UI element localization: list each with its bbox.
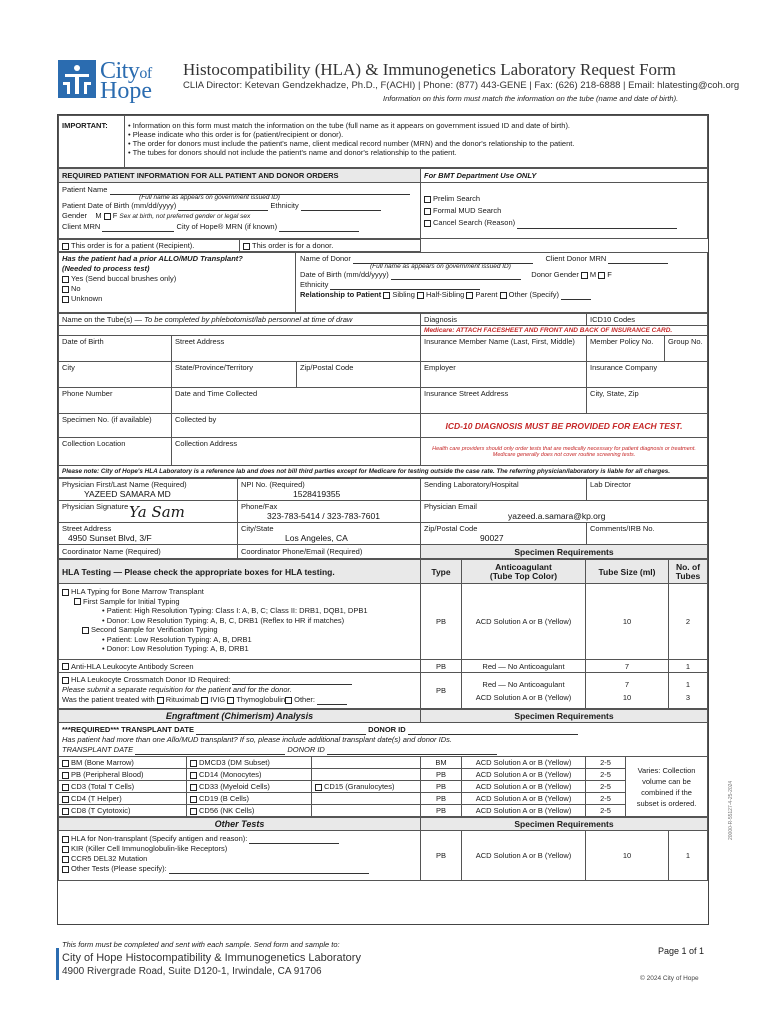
name-on-tube-label: Name on the Tube(s) bbox=[62, 315, 133, 324]
anti-anticoag: Red — No Anticoagulant bbox=[462, 660, 586, 673]
cross-type: PB bbox=[421, 673, 462, 709]
rituximab-checkbox[interactable] bbox=[157, 697, 164, 704]
transplant-yes-checkbox[interactable] bbox=[62, 276, 69, 283]
thymo-checkbox[interactable] bbox=[227, 697, 234, 704]
coh-mrn-label: City of Hope® MRN (if known) bbox=[176, 222, 278, 231]
engraft-type: BM bbox=[421, 757, 462, 769]
other-tests-section bbox=[58, 817, 708, 881]
insurance-company-label[interactable]: Insurance Company bbox=[587, 362, 708, 388]
footer-address: 4900 Rivergrade Road, Suite D120-1, Irwindale, CA 91706 bbox=[62, 966, 322, 977]
sending-lab-label[interactable]: Sending Laboratory/Hospital bbox=[421, 479, 587, 501]
engraft-anticoag: ACD Solution A or B (Yellow) bbox=[462, 781, 586, 793]
reference-lab-note: Please note: City of Hope's HLA Laboratory is a reference lab and does not bill third parties except for Medicare for testing outside the case rate. The referring physician/laboratory is liable for all charges. bbox=[59, 466, 708, 478]
order-donor-label: This order is for a donor. bbox=[252, 241, 334, 250]
tube-street-label[interactable]: Street Address bbox=[172, 336, 421, 362]
physician-signature-value[interactable]: Ya Sam bbox=[129, 503, 185, 521]
transplant-unknown-label: Unknown bbox=[71, 294, 103, 303]
first-sample-donor: • Donor: Low Resolution Typing: A, B, C, DRB1 (Reflex to HR if matches) bbox=[102, 615, 345, 625]
anti-hla-checkbox[interactable] bbox=[62, 663, 69, 670]
crossmatch-checkbox[interactable] bbox=[62, 677, 69, 684]
engraft-type: PB bbox=[421, 793, 462, 805]
collection-location-label[interactable]: Collection Location bbox=[59, 438, 172, 466]
bm-checkbox[interactable] bbox=[62, 760, 69, 767]
engraft-type: PB bbox=[421, 781, 462, 793]
hla-nontransplant-checkbox[interactable] bbox=[62, 836, 69, 843]
phone-fax-value[interactable]: 323-783-5414 / 323-783-7601 bbox=[267, 511, 380, 521]
important-line: • Information on this form must match the information on the tube (full name as it appears on government issued ID and date of birth). bbox=[128, 121, 571, 130]
cd56-checkbox[interactable] bbox=[190, 808, 197, 815]
client-mrn-field[interactable] bbox=[102, 224, 174, 232]
relationship-label: Relationship to Patient bbox=[300, 290, 382, 299]
other-tests-field[interactable] bbox=[169, 866, 369, 874]
collected-by-label[interactable]: Collected by bbox=[172, 414, 421, 438]
gender-f-label: F bbox=[112, 211, 118, 220]
other-test-label: HLA for Non-transplant (Specify antigen and reason): bbox=[71, 834, 248, 843]
tube-city-label[interactable]: City bbox=[59, 362, 172, 388]
varies-note: Varies: Collection volume can be combined if the subset is ordered. bbox=[626, 757, 708, 817]
donor-gender-m-label: M bbox=[589, 270, 597, 279]
physician-email-label: Physician Email bbox=[424, 502, 477, 511]
other-spec-req: Specimen Requirements bbox=[421, 818, 708, 831]
physician-street-label: Street Address bbox=[62, 524, 112, 533]
order-patient-checkbox[interactable] bbox=[62, 243, 69, 250]
gender-m-label: M bbox=[95, 211, 102, 220]
cd15-checkbox[interactable] bbox=[315, 784, 322, 791]
tube-zip-label[interactable]: Zip/Postal Code bbox=[297, 362, 421, 388]
no-tubes-subheader: Tubes bbox=[675, 570, 701, 581]
phone-fax-label: Phone/Fax bbox=[241, 502, 278, 511]
rel-other-checkbox[interactable] bbox=[500, 292, 507, 299]
transplant-unknown-checkbox[interactable] bbox=[62, 296, 69, 303]
anticoag-header: Anticoagulant bbox=[495, 561, 552, 572]
logo-city-text: City bbox=[100, 58, 140, 84]
gender-m-checkbox[interactable] bbox=[104, 213, 111, 220]
donor-id-field[interactable] bbox=[408, 727, 578, 735]
engraft-size: 2-5 bbox=[586, 805, 626, 817]
cross-size-2: 10 bbox=[622, 692, 632, 702]
bmt-no: 2 bbox=[669, 584, 708, 660]
formal-mud-checkbox[interactable] bbox=[424, 208, 431, 215]
member-policy-label[interactable]: Member Policy No. bbox=[587, 336, 665, 362]
engraftment-spec-req: Specimen Requirements bbox=[421, 710, 708, 723]
treated-with-label: Was the patient treated with bbox=[62, 695, 155, 704]
engraft-option: PB (Peripheral Blood) bbox=[71, 770, 144, 779]
tube-phone-label[interactable]: Phone Number bbox=[59, 388, 172, 414]
second-sample-donor: • Donor: Low Resolution Typing: A, B, DRB1 bbox=[102, 644, 249, 653]
important-line: • Please indicate who this order is for (patient/recipient or donor). bbox=[128, 130, 344, 139]
diagnosis-label: Diagnosis bbox=[421, 314, 587, 326]
formal-mud-label: Formal MUD Search bbox=[433, 206, 502, 215]
bmt-anticoag: ACD Solution A or B (Yellow) bbox=[462, 584, 586, 660]
hla-bmt-label: HLA Typing for Bone Marrow Transplant bbox=[71, 587, 204, 596]
engraft-size: 2-5 bbox=[586, 793, 626, 805]
comments-irb-label[interactable]: Comments/IRB No. bbox=[587, 523, 708, 545]
date-collected-label[interactable]: Date and Time Collected bbox=[172, 388, 421, 414]
engraft-option: CD14 (Monocytes) bbox=[199, 770, 262, 779]
transplant-date-field[interactable] bbox=[196, 727, 366, 735]
ethnicity-field[interactable] bbox=[301, 203, 381, 211]
other-test-label: CCR5 DEL32 Mutation bbox=[71, 854, 148, 863]
crossmatch-donor-id-field[interactable] bbox=[232, 677, 352, 685]
coordinator-phone-label[interactable]: Coordinator Phone/Email (Required) bbox=[238, 545, 421, 559]
transplant-no-label: No bbox=[71, 284, 81, 293]
ccr5-checkbox[interactable] bbox=[62, 856, 69, 863]
engraft-option: DMCD3 (DM Subset) bbox=[199, 758, 270, 767]
second-sample-patient: • Patient: Low Resolution Typing: A, B, DRB1 bbox=[102, 634, 252, 644]
important-line: • The tubes for donors should not include the patient's name and donor's relationship to the patient. bbox=[128, 148, 457, 157]
transplant-donor-section bbox=[58, 252, 708, 313]
anti-hla-label: Anti-HLA Leukocyte Antibody Screen bbox=[71, 661, 194, 671]
dmcd3-checkbox[interactable] bbox=[190, 760, 197, 767]
cross-no-1: 1 bbox=[685, 679, 691, 689]
cross-size-1: 7 bbox=[624, 679, 630, 689]
medicare-note: Medicare: ATTACH FACESHEET AND FRONT AND BACK OF INSURANCE CARD. bbox=[421, 326, 708, 336]
specimen-no-label[interactable]: Specimen No. (if available) bbox=[59, 414, 172, 438]
healthcare-note: Health care providers should only order tests that are medically necessary for patient diagnosis or treatment. Medicare generally does not cover routine screening tests. bbox=[421, 438, 708, 466]
donor-id-label: DONOR ID bbox=[368, 725, 406, 734]
footer-org: City of Hope Histocompatibility & Immunogenetics Laboratory bbox=[62, 952, 361, 964]
order-for-section bbox=[58, 239, 708, 252]
collection-address-label[interactable]: Collection Address bbox=[172, 438, 421, 466]
page-number: Page 1 of 1 bbox=[658, 946, 705, 956]
anti-size: 7 bbox=[586, 660, 669, 673]
other-test-label: Other Tests (Please specify): bbox=[71, 864, 167, 873]
ivig-label: IVIG bbox=[210, 695, 226, 704]
bmt-use-title: For BMT Department Use ONLY bbox=[421, 169, 708, 183]
donor-name-hint: (Full name as appears on government issued ID) bbox=[370, 263, 511, 270]
form-contact-line: CLIA Director: Ketevan Gendzekhadze, Ph.D., F(ACHI) | Phone: (877) 443-GENE | Fax: (626) 218-6888 | Email: hlatesting@coh.org bbox=[183, 80, 740, 91]
first-sample-patient: • Patient: High Resolution Typing: Class I: A, B, C; Class II: DRB1, DQB1, DPB1 bbox=[102, 606, 368, 615]
engraftment-title: Engraftment (Chimerism) Analysis bbox=[59, 710, 421, 723]
hla-bmt-checkbox[interactable] bbox=[62, 589, 69, 596]
treated-other-label: Other: bbox=[294, 695, 315, 704]
donor-gender-f-checkbox[interactable] bbox=[598, 272, 605, 279]
rituximab-label: Rituximab bbox=[165, 695, 200, 704]
engraft-option: CD3 (Total T Cells) bbox=[71, 782, 135, 791]
first-sample-checkbox[interactable] bbox=[74, 598, 81, 605]
name-on-tube-hint: — To be completed by phlebotomist/lab personnel at time of draw bbox=[134, 315, 353, 324]
physician-signature-label: Physician Signature bbox=[62, 502, 129, 511]
cancel-search-label: Cancel Search (Reason) bbox=[433, 218, 516, 227]
extra-donor-id-label: DONOR ID bbox=[287, 745, 325, 754]
patient-name-label: Patient Name bbox=[62, 185, 108, 194]
ivig-checkbox[interactable] bbox=[201, 697, 208, 704]
rel-parent-label: Parent bbox=[475, 290, 498, 299]
npi-label: NPI No. (Required) bbox=[241, 480, 305, 489]
cross-no-2: 3 bbox=[685, 692, 691, 702]
cd19-checkbox[interactable] bbox=[190, 796, 197, 803]
other-type: PB bbox=[421, 831, 462, 881]
engraft-option: CD33 (Myeloid Cells) bbox=[199, 782, 270, 791]
donor-gender-label: Donor Gender bbox=[531, 270, 579, 279]
donor-dob-field[interactable] bbox=[391, 272, 521, 280]
group-no-label[interactable]: Group No. bbox=[665, 336, 708, 362]
prelim-search-checkbox[interactable] bbox=[424, 196, 431, 203]
physician-citystate-label: City/State bbox=[241, 524, 274, 533]
engraft-option: BM (Bone Marrow) bbox=[71, 758, 134, 767]
footer-note: This form must be completed and sent with each sample. Send form and sample to: bbox=[62, 940, 340, 949]
cd14-checkbox[interactable] bbox=[190, 772, 197, 779]
tube-dob-label[interactable]: Date of Birth bbox=[59, 336, 172, 362]
engraft-size: 2-5 bbox=[586, 769, 626, 781]
physician-name-label: Physician First/Last Name (Required) bbox=[62, 480, 187, 489]
ins-city-label[interactable]: City, State, Zip bbox=[587, 388, 708, 414]
important-label: IMPORTANT: bbox=[59, 116, 125, 168]
anti-type: PB bbox=[421, 660, 462, 673]
cd4-checkbox[interactable] bbox=[62, 796, 69, 803]
physician-section bbox=[58, 478, 708, 559]
transplant-no-checkbox[interactable] bbox=[62, 286, 69, 293]
order-patient-label: This order is for a patient (Recipient). bbox=[71, 241, 195, 250]
patient-info-title: REQUIRED PATIENT INFORMATION FOR ALL PATIENT AND DONOR ORDERS bbox=[59, 169, 421, 183]
patient-name-hint: (Full name as appears on government issued ID) bbox=[139, 194, 280, 201]
donor-ethnicity-field[interactable] bbox=[330, 282, 480, 290]
ethnicity-label: Ethnicity bbox=[270, 201, 299, 210]
thymo-label: Thymoglobulin bbox=[236, 695, 286, 704]
rel-half-checkbox[interactable] bbox=[417, 292, 424, 299]
npi-value[interactable]: 1528419355 bbox=[293, 489, 341, 499]
no-tubes-header: No. of bbox=[675, 561, 701, 572]
engraft-option: CD15 (Granulocytes) bbox=[324, 782, 395, 791]
engraft-anticoag: ACD Solution A or B (Yellow) bbox=[462, 769, 586, 781]
engraft-option: CD8 (T Cytotoxic) bbox=[71, 806, 131, 815]
city-of-hope-logo bbox=[58, 58, 170, 106]
client-donor-mrn-field[interactable] bbox=[608, 256, 668, 264]
kir-checkbox[interactable] bbox=[62, 846, 69, 853]
tube-size-header: Tube Size (ml) bbox=[586, 560, 669, 584]
donor-name-label: Name of Donor bbox=[300, 254, 351, 263]
transplant-yes-label: Yes (Send buccal brushes only) bbox=[71, 274, 177, 283]
ins-member-name-label[interactable]: Insurance Member Name (Last, First, Middle) bbox=[421, 336, 587, 362]
specimen-requirements-header: Specimen Requirements bbox=[421, 545, 708, 559]
treated-other-field[interactable] bbox=[317, 697, 347, 705]
engraft-anticoag: ACD Solution A or B (Yellow) bbox=[462, 757, 586, 769]
footer-accent-bar bbox=[56, 948, 59, 980]
engraft-option: CD19 (B Cells) bbox=[199, 794, 250, 803]
multi-transplant-question: Has patient had more than one Allo/MUD transplant? If so, please include additional transplant date(s) and donor IDs. bbox=[62, 735, 452, 744]
anticoag-subheader: (Tube Top Color) bbox=[489, 570, 558, 581]
copyright: © 2024 City of Hope bbox=[640, 975, 699, 982]
hla-testing-title: HLA Testing — Please check the appropriate boxes for HLA testing. bbox=[59, 560, 421, 584]
rel-other-label: Other (Specify) bbox=[508, 290, 560, 299]
prior-transplant-question: Has the patient had a prior ALLO/MUD Transplant? bbox=[62, 254, 243, 263]
physician-zip-value[interactable]: 90027 bbox=[480, 533, 504, 543]
physician-email-value[interactable]: yazeed.a.samara@kp.org bbox=[508, 511, 606, 521]
engraft-option: CD56 (NK Cells) bbox=[199, 806, 255, 815]
form-header-note: Information on this form must match the information on the tube (name and date of birth). bbox=[383, 94, 679, 103]
anti-no: 1 bbox=[669, 660, 708, 673]
physician-citystate-value[interactable]: Los Angeles, CA bbox=[285, 533, 348, 543]
extra-donor-id-field[interactable] bbox=[327, 747, 497, 755]
form-title: Histocompatibility (HLA) & Immunogenetics Laboratory Request Form bbox=[183, 60, 676, 79]
logo-hope-text: Hope bbox=[100, 78, 152, 104]
bmt-size: 10 bbox=[586, 584, 669, 660]
dob-label: Patient Date of Birth (mm/dd/yyyy) bbox=[62, 201, 177, 210]
hla-testing-section bbox=[58, 559, 708, 709]
prelim-search-label: Prelim Search bbox=[433, 194, 481, 203]
engraftment-section bbox=[58, 709, 708, 817]
engraft-type: PB bbox=[421, 805, 462, 817]
engraft-size: 2-5 bbox=[586, 757, 626, 769]
gender-label: Gender bbox=[62, 211, 88, 220]
client-mrn-label: Client MRN bbox=[62, 222, 101, 231]
pb-checkbox[interactable] bbox=[62, 772, 69, 779]
rel-sibling-checkbox[interactable] bbox=[383, 292, 390, 299]
engraft-anticoag: ACD Solution A or B (Yellow) bbox=[462, 805, 586, 817]
physician-street-value[interactable]: 4950 Sunset Blvd, 3/F bbox=[68, 533, 152, 543]
important-section bbox=[58, 115, 708, 168]
other-test-label: KIR (Killer Cell Immunoglobulin-like Receptors) bbox=[71, 844, 228, 853]
tube-insurance-section bbox=[58, 313, 708, 478]
second-sample-checkbox[interactable] bbox=[82, 627, 89, 634]
coh-mrn-field[interactable] bbox=[279, 224, 359, 232]
donor-gender-m-checkbox[interactable] bbox=[581, 272, 588, 279]
bmt-type: PB bbox=[421, 584, 462, 660]
coordinator-name-label[interactable]: Coordinator Name (Required) bbox=[59, 545, 238, 559]
rel-sibling-label: Sibling bbox=[392, 290, 415, 299]
logo-of-text: of bbox=[139, 65, 152, 82]
cancel-reason-field[interactable] bbox=[517, 221, 677, 229]
engraft-anticoag: ACD Solution A or B (Yellow) bbox=[462, 793, 586, 805]
transplant-date-label: ***REQUIRED*** TRANSPLANT DATE bbox=[62, 725, 194, 734]
icd-warning: ICD-10 DIAGNOSIS MUST BE PROVIDED FOR EACH TEST. bbox=[421, 414, 708, 438]
crossmatch-label: HLA Leukocyte Crossmatch Donor ID Required: bbox=[71, 675, 231, 684]
important-line: • The order for donors must include the patient's name, client medical record number (MRN) and the donor's relationship to the patient. bbox=[128, 139, 575, 148]
cd3-checkbox[interactable] bbox=[62, 784, 69, 791]
patient-info-section bbox=[58, 168, 708, 239]
other-anticoag: ACD Solution A or B (Yellow) bbox=[462, 831, 586, 881]
engraft-option: CD4 (T Helper) bbox=[71, 794, 122, 803]
ins-street-label[interactable]: Insurance Street Address bbox=[421, 388, 587, 414]
donor-gender-f-label: F bbox=[607, 270, 612, 279]
engraft-size: 2-5 bbox=[586, 781, 626, 793]
other-no: 1 bbox=[669, 831, 708, 881]
extra-transplant-date-label: TRANSPLANT DATE bbox=[62, 745, 134, 754]
extra-transplant-date-field[interactable] bbox=[135, 747, 285, 755]
prior-transplant-needed: (Needed to process test) bbox=[62, 264, 150, 273]
icd10-label: ICD10 Codes bbox=[587, 314, 708, 326]
other-tests-title: Other Tests bbox=[59, 818, 421, 831]
logo-figure-icon bbox=[58, 60, 96, 98]
dob-field[interactable] bbox=[178, 203, 268, 211]
cross-anticoag-1: Red — No Anticoagulant bbox=[482, 679, 565, 689]
donor-ethnicity-label: Ethnicity bbox=[300, 280, 329, 289]
rel-half-label: Half-Sibling bbox=[425, 290, 465, 299]
other-size: 10 bbox=[586, 831, 669, 881]
type-header: Type bbox=[421, 560, 462, 584]
cross-anticoag-2: ACD Solution A or B (Yellow) bbox=[475, 692, 572, 702]
client-donor-mrn-label: Client Donor MRN bbox=[545, 254, 607, 263]
treated-other-checkbox[interactable] bbox=[285, 697, 292, 704]
cancel-search-checkbox[interactable] bbox=[424, 220, 431, 227]
physician-name-value[interactable]: YAZEED SAMARA MD bbox=[84, 489, 171, 499]
donor-dob-label: Date of Birth (mm/dd/yyyy) bbox=[300, 270, 389, 279]
second-sample-label: Second Sample for Verification Typing bbox=[91, 625, 218, 634]
rel-other-field[interactable] bbox=[561, 292, 591, 300]
first-sample-label: First Sample for Initial Typing bbox=[83, 596, 180, 606]
other-tests-checkbox[interactable] bbox=[62, 866, 69, 873]
request-form bbox=[57, 114, 709, 925]
lab-director-label[interactable]: Lab Director bbox=[587, 479, 708, 501]
engraft-type: PB bbox=[421, 769, 462, 781]
physician-zip-label: Zip/Postal Code bbox=[424, 524, 478, 533]
employer-label[interactable]: Employer bbox=[421, 362, 587, 388]
cd33-checkbox[interactable] bbox=[190, 784, 197, 791]
tube-state-label[interactable]: State/Province/Territory bbox=[172, 362, 297, 388]
rel-parent-checkbox[interactable] bbox=[466, 292, 473, 299]
order-donor-checkbox[interactable] bbox=[243, 243, 250, 250]
form-code: 20000-R-55127-4-25-2024 bbox=[728, 780, 734, 840]
sex-hint: Sex at birth, not preferred gender or legal sex bbox=[119, 213, 251, 220]
nontransplant-field[interactable] bbox=[249, 836, 339, 844]
cd8-checkbox[interactable] bbox=[62, 808, 69, 815]
crossmatch-note: Please submit a separate requisition for the patient and for the donor. bbox=[62, 685, 292, 694]
